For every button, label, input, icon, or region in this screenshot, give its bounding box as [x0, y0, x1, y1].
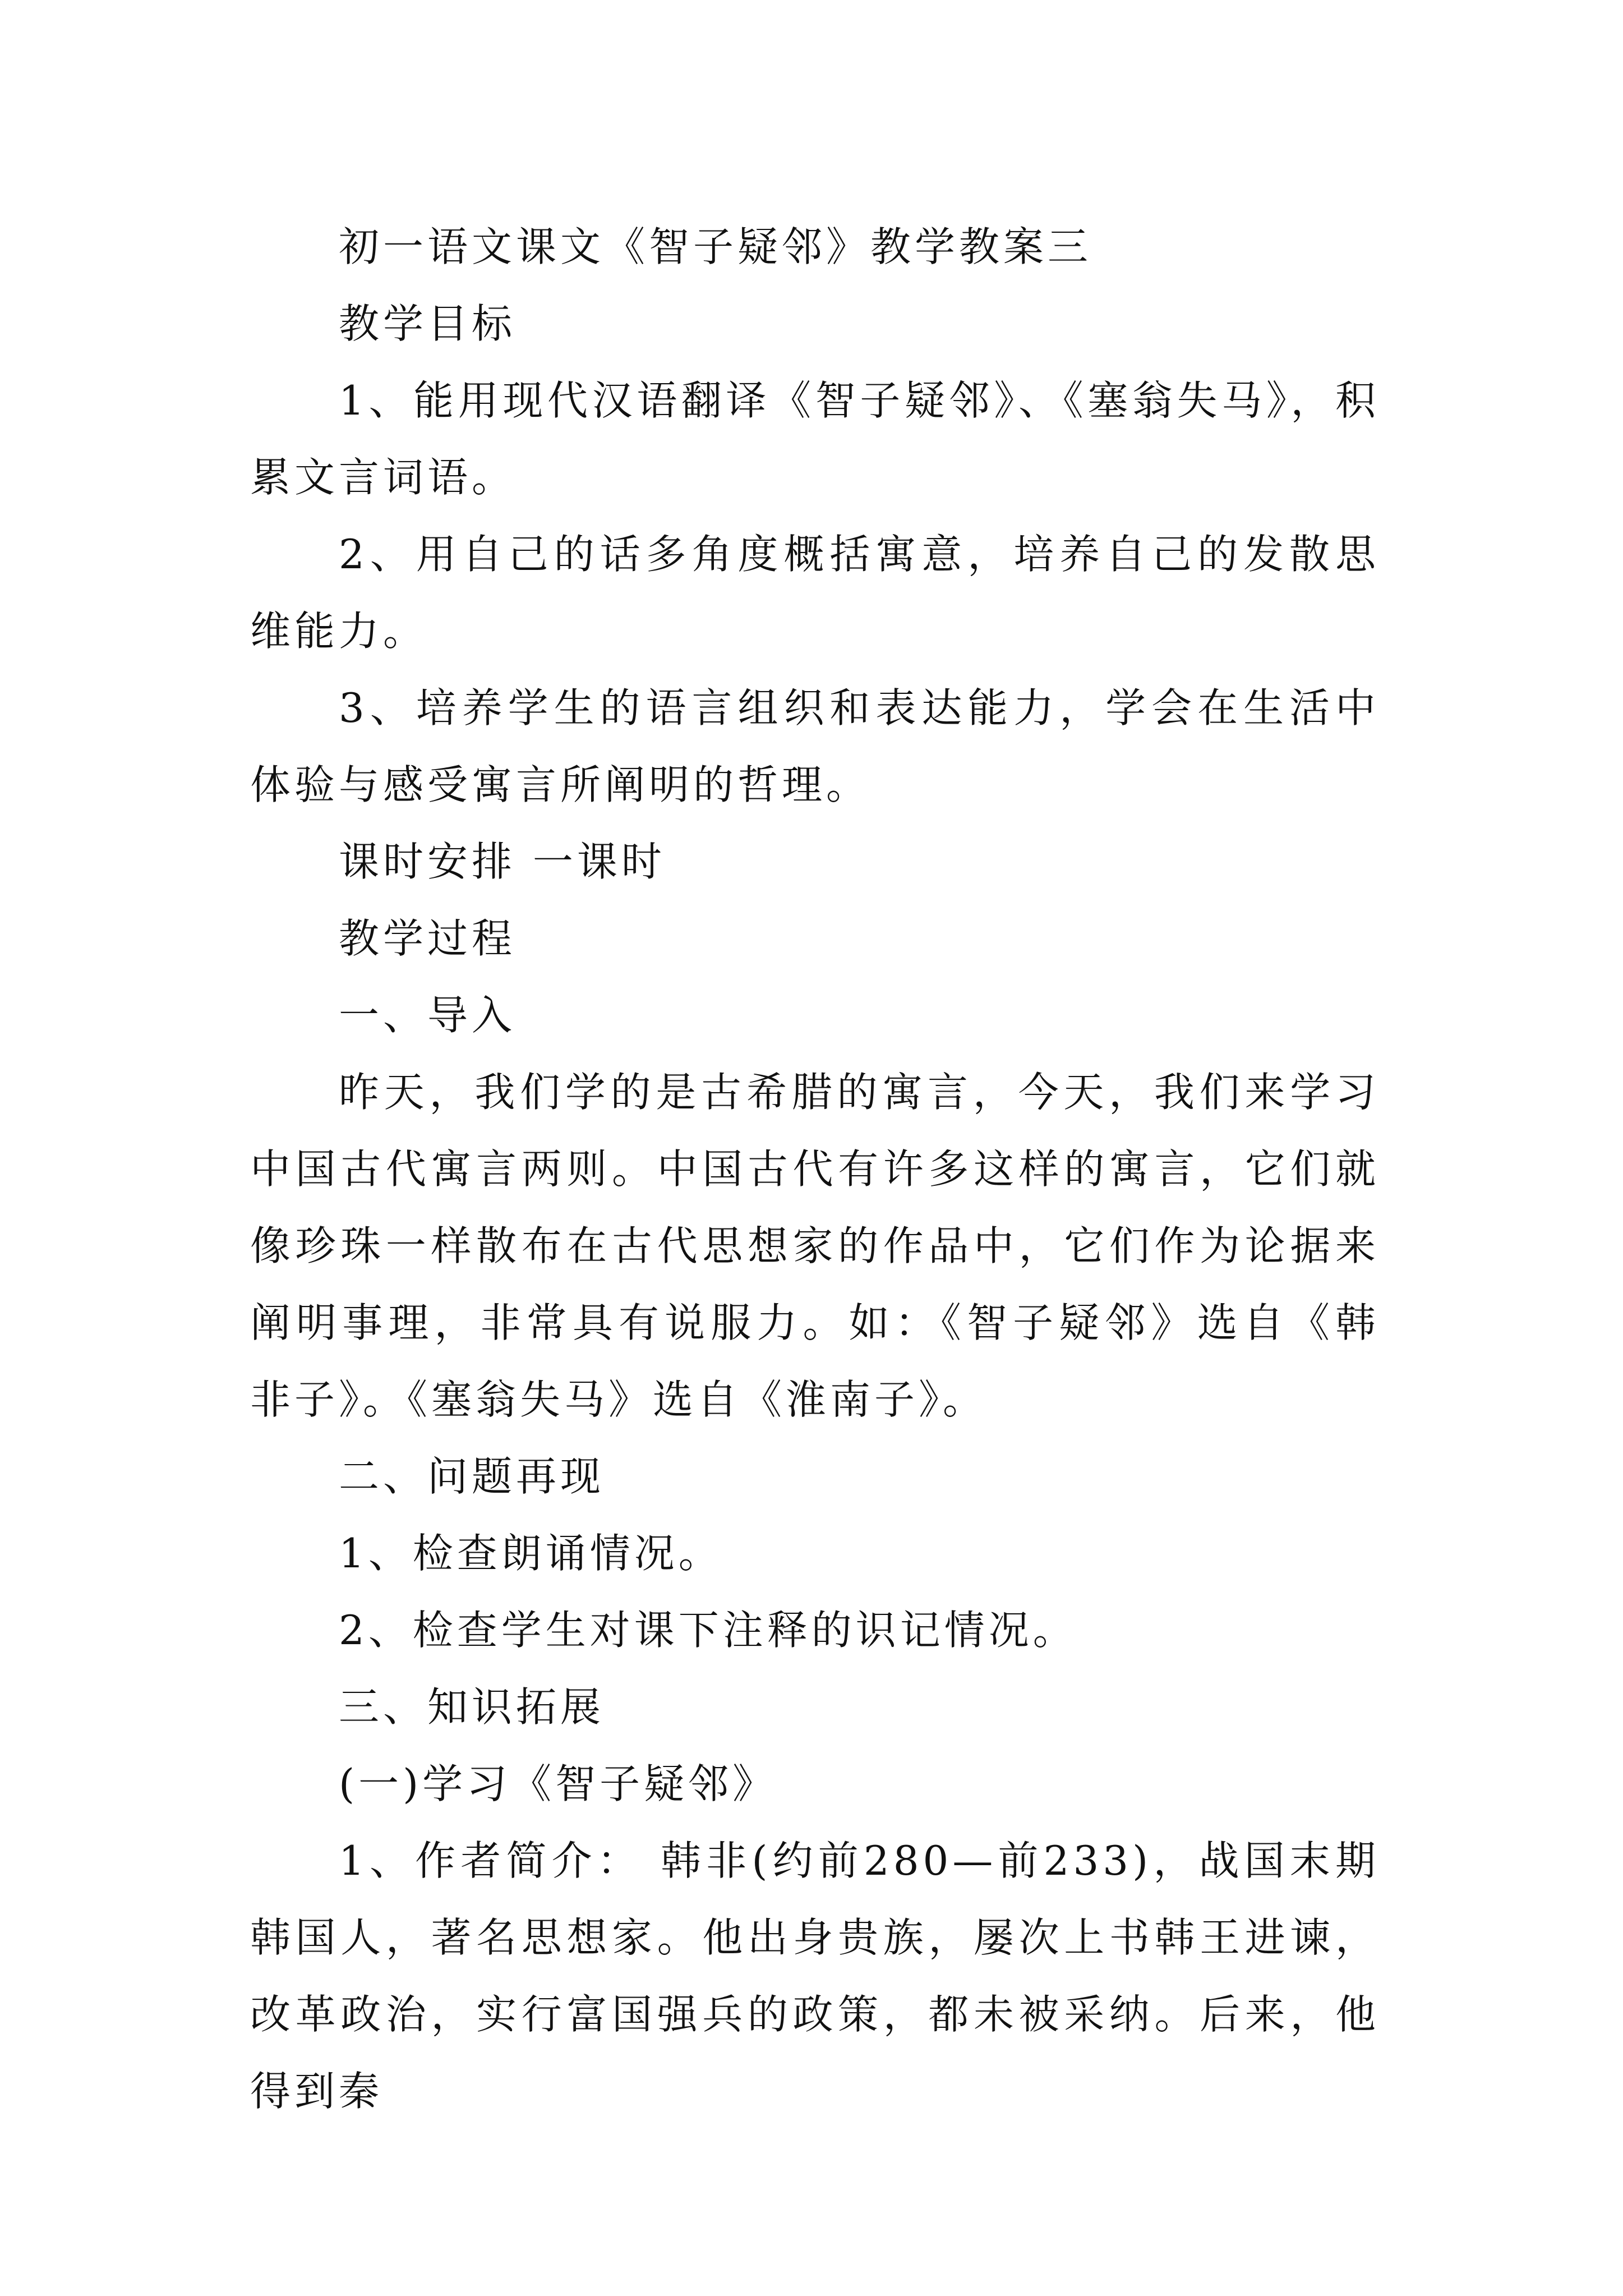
introduction-text: 昨天，我们学的是古希腊的寓言，今天，我们来学习中国古代寓言两则。中国古代有许多这样的寓言，它们就像珍珠一样散布在古代思想家的作品中，它们作为论据来阐明事理，非常具有说服力。如：《智子疑邻》选自《韩非子》。《塞翁失马》选自《淮南子》。 [250, 1069, 1380, 1423]
heading-teaching-process: 教学过程 [339, 915, 517, 962]
review-item-1: 1、检查朗诵情况。 [339, 1530, 723, 1577]
class-schedule: 课时安排 一课时 [339, 838, 666, 885]
section-introduction: 一、导入 [339, 992, 517, 1039]
author-intro: 1、作者简介： 韩非(约前280—前233)，战国末期韩国人，著名思想家。他出身贵族，屡次上书韩王进谏，改革政治，实行富国强兵的政策，都未被采纳。后来，他得到秦 [250, 1837, 1380, 2115]
goal-item-1: 1、能用现代汉语翻译《智子疑邻》、《塞翁失马》，积累文言词语。 [250, 377, 1380, 501]
review-item-2: 2、检查学生对课下注释的识记情况。 [339, 1607, 1077, 1654]
section-knowledge-expansion: 三、知识拓展 [339, 1683, 605, 1731]
goal-item-2: 2、用自己的话多角度概括寓意，培养自己的发散思维能力。 [250, 531, 1380, 655]
subsection-zhizi-yilin: (一)学习《智子疑邻》 [339, 1760, 777, 1807]
goal-item-3: 3、培养学生的语言组织和表达能力，学会在生活中体验与感受寓言所阐明的哲理。 [250, 684, 1380, 808]
document-body [250, 209, 1380, 2130]
section-review: 二、问题再现 [339, 1453, 605, 1500]
document-title: 初一语文课文《智子疑邻》教学教案三 [339, 223, 1092, 270]
heading-teaching-goals: 教学目标 [339, 300, 517, 347]
